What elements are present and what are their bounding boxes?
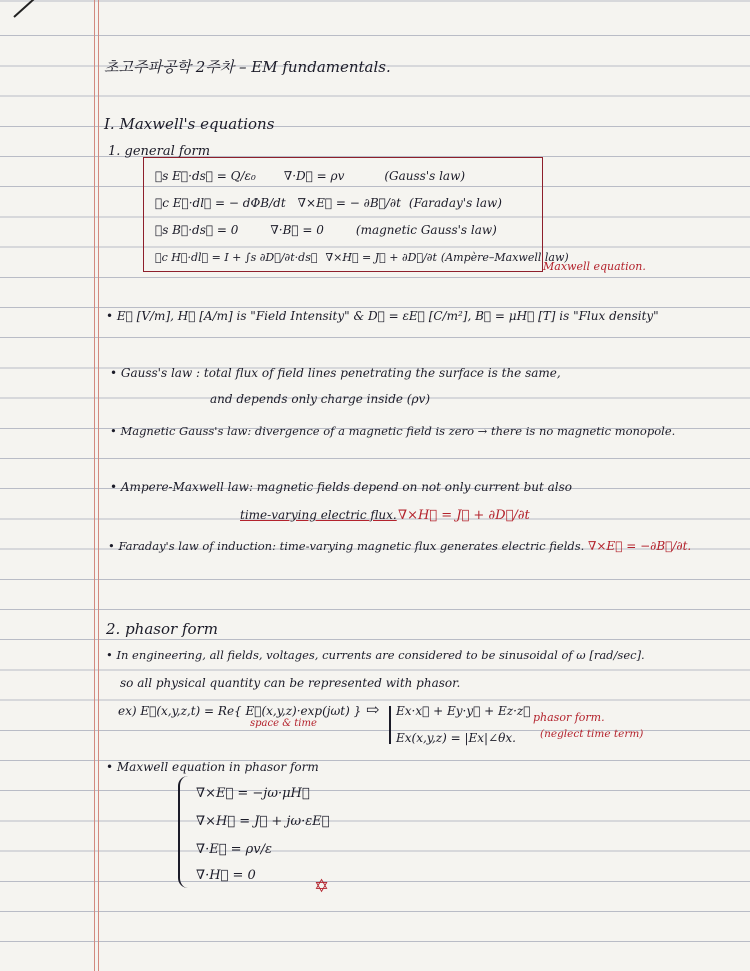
maxwell-phasor-intro: • Maxwell equation in phasor form [106, 760, 319, 774]
pen-mark [13, 0, 41, 18]
example-note: space & time [250, 718, 317, 729]
equation-row: ∮c H⃗·dl⃗ = I + ∫s ∂D⃗/∂t·ds⃗ ∇×H⃗ = J⃗ + ∂D⃗/∂t (Ampère–Maxwell law) [155, 251, 569, 264]
phasor-equation: ∇·H⃗ = 0 [196, 868, 256, 883]
phasor-form-b: Ex(x,y,z) = |Ex|∠θx. [396, 731, 516, 745]
phasor-equation: ∇×E⃗ = −jω·μH⃗ [196, 786, 310, 801]
bullet-fields: • E⃗ [V/m], H⃗ [A/m] is "Field Intensity" & D⃗ = εE⃗ [C/m²], B⃗ = μH⃗ [T] is "Flux density" [106, 309, 659, 323]
equation-row: ∮c E⃗·dl⃗ = − dΦB/dt ∇×E⃗ = − ∂B⃗/∂t (Faraday's law) [155, 196, 502, 210]
phasor-heading: 2. phasor form [106, 620, 218, 638]
phasor-note-a: phasor form. [533, 711, 605, 724]
bullet-gauss: • Gauss's law : total flux of field lines penetrating the surface is the same, [110, 366, 561, 380]
box-note: Maxwell equation. [543, 260, 646, 273]
margin-line-left [94, 0, 95, 971]
sub-heading: 1. general form [108, 144, 211, 159]
equation-row: ∮s B⃗·ds⃗ = 0 ∇·B⃗ = 0 (magnetic Gauss's law) [155, 223, 497, 237]
phasor-equation: ∇×H⃗ = J⃗ + jω·εE⃗ [196, 814, 330, 829]
phasor-bar [389, 706, 391, 744]
ampere-equation: ∇×H⃗ = J⃗ + ∂D⃗/∂t [398, 508, 530, 523]
arrow-icon: ⇨ [366, 700, 380, 719]
bullet-ampere: • Ampere-Maxwell law: magnetic fields depend on not only current but also [110, 480, 572, 494]
phasor-form-a: Ex·x⃗ + Ey·y⃗ + Ez·z⃗ [396, 704, 531, 718]
bullet-gauss-cont: and depends only charge inside (ρv) [210, 392, 431, 406]
phasor-example: ex) E⃗(x,y,z,t) = Re{ E⃗(x,y,z)·exp(jωt) } [118, 704, 362, 718]
faraday-equation: ∇×E⃗ = −∂B⃗/∂t. [588, 539, 692, 553]
phasor-equation: ∇·E⃗ = ρv/ε [196, 842, 273, 857]
page-title: 초고주파공학 2주차 – EM fundamentals. [104, 58, 391, 76]
bullet-faraday: • Faraday's law of induction: time-varying magnetic flux generates electric fields. [108, 539, 585, 553]
star-icon: ✡ [314, 876, 330, 897]
phasor-line-2: so all physical quantity can be represented with phasor. [120, 676, 461, 690]
phasor-line-1: • In engineering, all fields, voltages, currents are considered to be sinusoidal of ω [rad/sec]. [106, 648, 645, 662]
phasor-equation-brace [178, 776, 190, 888]
equation-row: ∮s E⃗·ds⃗ = Q/ε₀ ∇·D⃗ = ρv (Gauss's law) [155, 169, 466, 183]
margin-line-right [98, 0, 99, 971]
bullet-magnetic-gauss: • Magnetic Gauss's law: divergence of a magnetic field is zero → there is no magnetic monopole. [110, 424, 676, 438]
section-heading: I. Maxwell's equations [104, 115, 275, 133]
phasor-note-b: (neglect time term) [540, 728, 644, 740]
bullet-ampere-cont: time-varying electric flux. [240, 508, 397, 522]
